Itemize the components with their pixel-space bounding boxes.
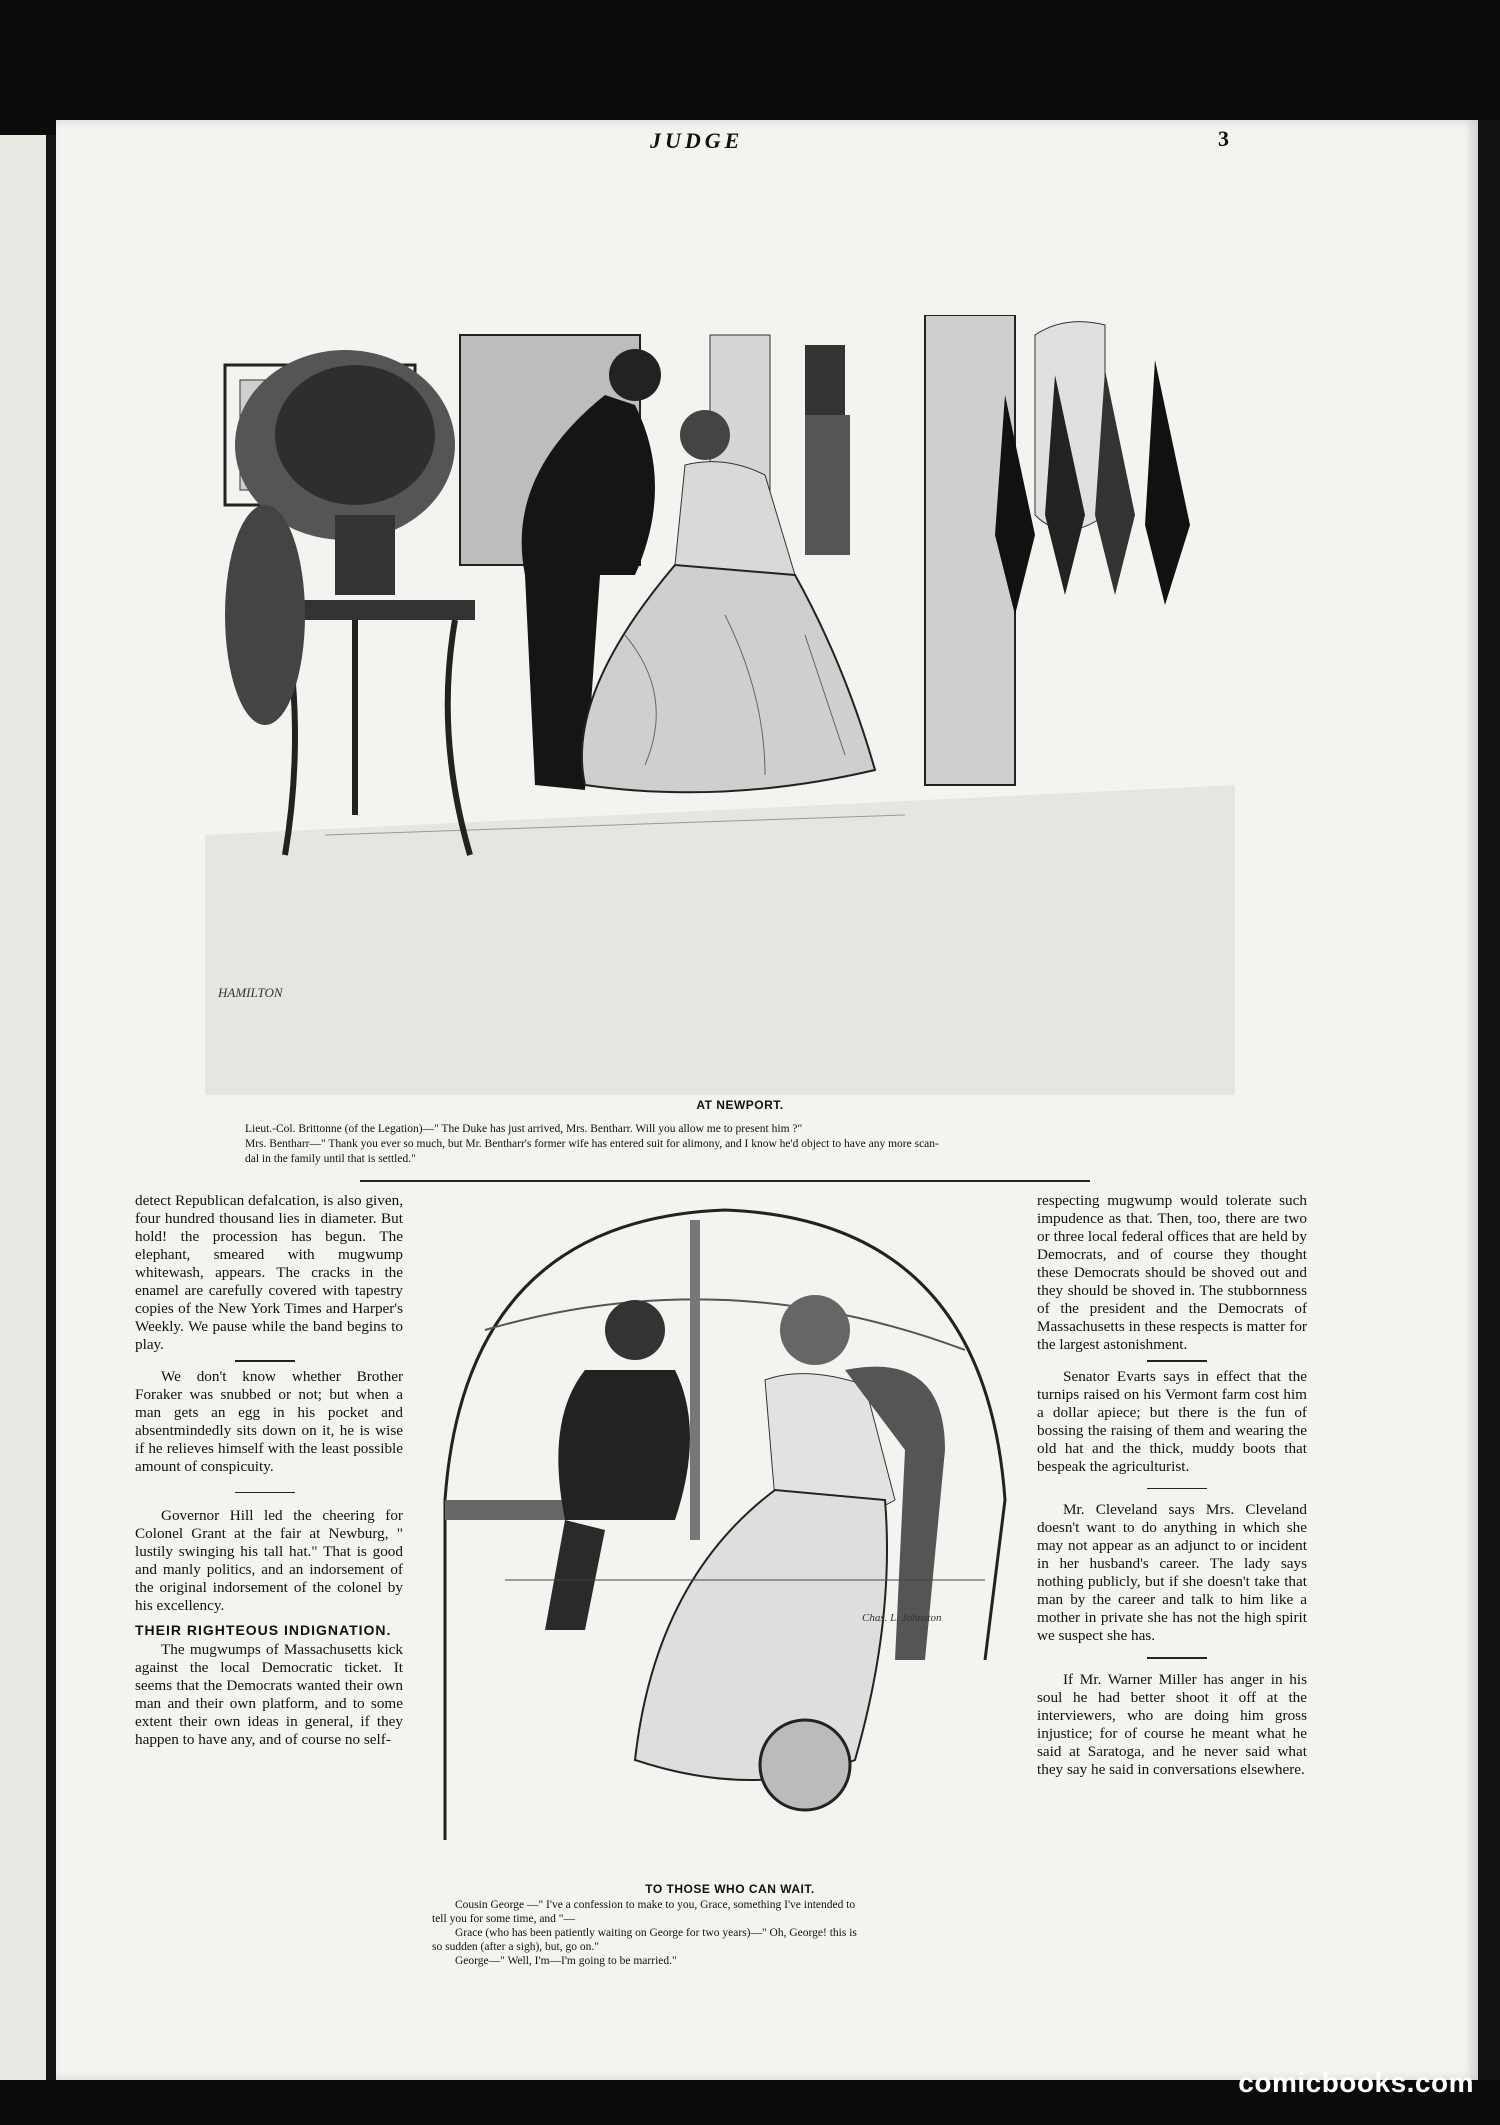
left-page-edge (0, 135, 49, 2080)
center-caption-line-4: so sudden (after a sigh), but, go on." (432, 1941, 599, 1953)
caption-line-1: Lieut.-Col. Brittonne (of the Legation)—" The Duke has just arrived, Mrs. Bentharr. Will you allow me to present him ?" (245, 1123, 803, 1135)
illustration-to-those-who-can-wait (425, 1200, 1015, 1850)
right-page-edge (1478, 120, 1500, 2080)
paragraph-rule (235, 1360, 295, 1362)
illustration-at-newport (205, 315, 1235, 1095)
right-para-3: Mr. Cleveland says Mrs. Cleveland doesn't want to do anything in which she may not appear as an adjunct to or incident in her husband's career. The lady says nothing publicly, but if she doesn't take that man by the career and talk to him like a mother in private she has not the high spirit we suspect she has. (1037, 1501, 1307, 1644)
book-gutter (46, 135, 56, 2080)
left-column (135, 1192, 403, 1749)
right-column (1037, 1192, 1307, 1779)
paragraph-rule (1147, 1360, 1207, 1362)
watermark: comicbooks.com (1238, 2067, 1474, 2098)
left-para-3: Governor Hill led the cheering for Colonel Grant at the fair at Newburg, " lustily swinging his tall hat." That is good and manly politics, and an indorsement of the original indorsement of the colonel by his excellency. (135, 1507, 403, 1614)
caption-line-2: Mrs. Bentharr—" Thank you ever so much, but Mr. Bentharr's former wife has entered suit for alimony, and I know he'd object to have any more scan- (245, 1138, 939, 1150)
paragraph-rule (1147, 1488, 1207, 1490)
paragraph-rule (1147, 1657, 1207, 1659)
left-para-2: We don't know whether Brother Foraker was snubbed or not; but when a man gets an egg in his pocket and absentmindedly sits down on it, he is wise if he relieves himself with the least possible amount of conspicuity. (135, 1367, 403, 1475)
artist-signature-johnston: Chas. L. Johnston (862, 1612, 942, 1624)
right-para-2: Senator Evarts says in effect that the turnips raised on his Vermont farm cost him a dollar apiece; but there is the fun of bossing the raising of them and wearing the old hat and the thick, muddy boots that bespeak the agriculturist. (1037, 1367, 1307, 1475)
paragraph-rule (235, 1492, 295, 1494)
center-caption-line-1: Cousin George —" I've a confession to make to you, Grace, something I've intended to (455, 1899, 856, 1911)
left-para-4: The mugwumps of Massachusetts kick against the local Democratic ticket. It seems that the Democrats wanted their own man and their own platform, and to some extent their own ideas in general, if they happen to have any, and of course no self- (135, 1641, 403, 1748)
center-caption-line-2: tell you for some time, and "— (432, 1913, 575, 1925)
page-number: 3 (1218, 126, 1229, 151)
right-para-4: If Mr. Warner Miller has anger in his soul he had better shoot it off at the interviewers, who are doing him gross injustice; for of course he meant what he said at Saratoga, and he never said what they say he said in conversations elsewhere. (1037, 1670, 1307, 1778)
right-para-1: respecting mugwump would tolerate such impudence as that. Then, too, there are two or three local federal offices that are held by Democrats, and of course they thought these Democrats should be shoved out and they should be shoved in. The stubbornness of the president and the Democrats of Massachusetts in these respects is matter for the largest astonishment. (1037, 1192, 1307, 1353)
section-heading: THEIR RIGHTEOUS INDIGNATION. (135, 1622, 392, 1638)
caption-line-3: dal in the family until that is settled." (245, 1153, 416, 1165)
left-para-1: detect Republican defalcation, is also given, four hundred thousand lies in diameter. But hold! the procession has begun. The elephant, smeared with mugwump whitewash, appears. The cracks in the enamel are carefully covered with tapestry copies of the New York Times and Harper's Weekly. We pause while the band begins to play. (135, 1192, 403, 1353)
section-divider (360, 1180, 1090, 1182)
artist-signature-hamilton: HAMILTON (218, 985, 283, 1000)
caption-title-to-those-who-can-wait: TO THOSE WHO CAN WAIT. (645, 1882, 815, 1896)
center-caption-line-3: Grace (who has been patiently waiting on George for two years)—" Oh, George! this is (455, 1927, 857, 1939)
center-caption-line-5: George—" Well, I'm—I'm going to be married." (455, 1955, 677, 1967)
caption-title-at-newport: AT NEWPORT. (696, 1098, 784, 1112)
running-header-title: JUDGE (650, 128, 744, 153)
